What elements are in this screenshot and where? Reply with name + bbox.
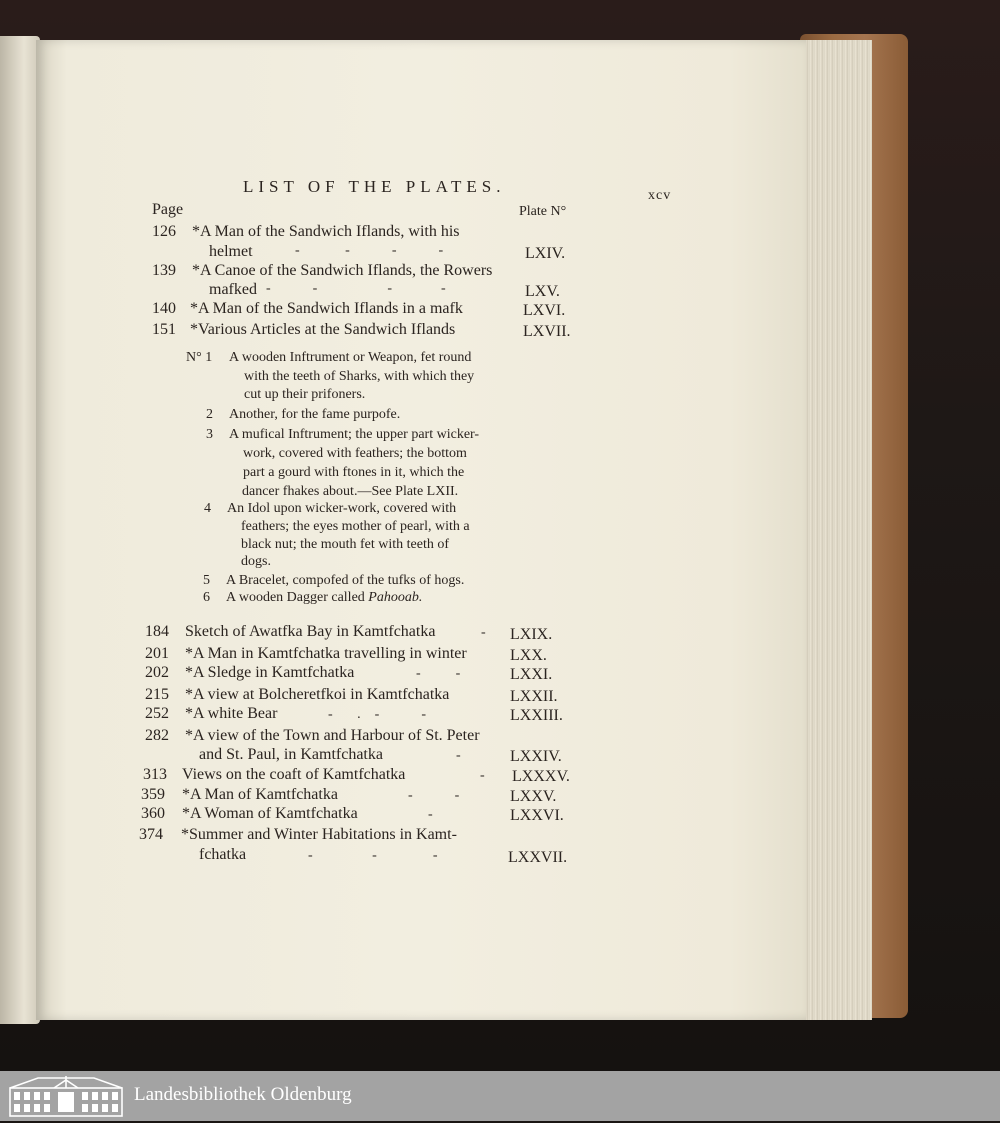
sub-item-text-continued: dancer fhakes about.—See Plate LXII. [242,484,459,499]
footer-bar [0,1071,1000,1121]
library-building-logo-icon [8,1074,124,1123]
dash-leader: - [428,807,433,822]
dash-leader: - [480,768,485,783]
sub-item-text-continued: with the teeth of Sharks, with which they [244,369,475,384]
entry-plate-number: LXXVI. [510,807,564,824]
column-header-plate: Plate N° [519,204,567,219]
sub-item-number: 4 [204,501,211,516]
entry-plate-number: LXXV. [510,788,557,805]
entry-page-number: 151 [152,321,176,338]
sub-item-text-continued: part a gourd with ftones in it, which the [243,465,465,480]
entry-title: *A Woman of Kamtfchatka [182,805,358,822]
entry-title: *A Canoe of the Sandwich Iflands, the Rowers [192,262,493,279]
entry-plate-number: LXXVII. [508,849,568,866]
entry-title: *A Man in Kamtfchatka travelling in winter [185,645,467,662]
footer-label: Landesbibliothek Oldenburg [134,1084,352,1105]
entry-page-number: 360 [141,805,165,822]
entry-plate-number: LXXIV. [510,748,562,765]
sub-item-text-continued: cut up their prifoners. [244,387,366,402]
entry-page-number: 252 [145,705,169,722]
entry-plate-number: LXIV. [525,245,566,262]
page-number: xcv [648,188,672,203]
sub-item-text: A Bracelet, compofed of the tufks of hogs. [226,573,465,588]
entry-title-continued: mafked [209,281,257,298]
page-heading: LIST OF THE PLATES. [243,177,506,196]
entry-plate-number: LXX. [510,647,547,664]
sub-item-text: A wooden Inftrument or Weapon, fet round [229,350,472,365]
entry-plate-number: LXIX. [510,626,553,643]
sub-item-number: 6 [203,590,210,605]
entry-page-number: 184 [145,623,169,640]
column-header-page: Page [152,201,184,218]
entry-plate-number: LXXIII. [510,707,563,724]
entry-page-number: 201 [145,645,169,662]
entry-title: *A view of the Town and Harbour of St. Peter [185,727,480,744]
dash-leader: - - [416,666,461,681]
entry-title: *A Man of Kamtfchatka [182,786,338,803]
dash-leader: - - [408,788,460,803]
entry-page-number: 140 [152,300,176,317]
entry-plate-number: LXXII. [510,688,558,705]
sub-item-text: An Idol upon wicker-work, covered with [227,501,457,516]
entry-page-number: 126 [152,223,176,240]
sub-item-number: 5 [203,573,210,588]
entry-page-number: 313 [143,766,167,783]
entry-page-number: 139 [152,262,176,279]
sub-item-text-italic: Pahooab. [368,590,423,605]
entry-title-continued: and St. Paul, in Kamtfchatka [199,746,383,763]
sub-item-text-continued: work, covered with feathers; the bottom [243,446,467,461]
entry-title-continued: helmet [209,243,253,260]
sub-item-text: A mufical Inftrument; the upper part wicker- [229,427,480,442]
entry-page-number: 374 [139,826,163,843]
entry-plate-number: LXVI. [523,302,566,319]
entry-title: *A white Bear [185,705,278,722]
sub-item-text: Another, for the fame purpofe. [229,407,401,422]
entry-title: Views on the coaft of Kamtfchatka [182,766,406,783]
entry-title: Sketch of Awatfka Bay in Kamtfchatka [185,623,436,640]
entry-title: *A Man of the Sandwich Iflands, with his [192,223,460,240]
sub-item-text-continued: dogs. [241,554,271,569]
sub-item-text-continued: black nut; the mouth fet with teeth of [241,537,450,552]
entry-title: *A Man of the Sandwich Iflands in a mafk [190,300,463,317]
entry-page-number: 215 [145,686,169,703]
sub-item-text [226,590,422,606]
entry-title-continued: fchatka [199,846,247,863]
dash-leader: - - - - [266,281,446,296]
entry-title: *A Sledge in Kamtfchatka [185,664,355,681]
entry-plate-number: LXXI. [510,666,553,683]
entry-title: *A view at Bolcheretfkoi in Kamtfchatka [185,686,450,703]
entry-page-number: 202 [145,664,169,681]
sub-item-text-continued: feathers; the eyes mother of pearl, with a [241,519,470,534]
dash-leader: - [481,625,486,640]
dash-leader: - - - - [295,243,444,258]
sub-item-text-plain: A wooden Dagger called [226,590,369,605]
dash-leader: - . - - [328,707,426,722]
left-page-edge [0,36,40,1024]
entry-page-number: 282 [145,727,169,744]
sub-item-number: 2 [206,407,213,422]
entry-plate-number: LXV. [525,283,560,300]
dash-leader: - [456,748,461,763]
page-edges [804,40,872,1020]
entry-title: *Summer and Winter Habitations in Kamt- [181,826,457,843]
dash-leader: - - - [308,848,438,863]
sub-item-number: N° 1 [186,350,213,365]
entry-plate-number: LXVII. [523,323,571,340]
entry-page-number: 359 [141,786,165,803]
entry-plate-number: LXXXV. [512,768,570,785]
entry-title: *Various Articles at the Sandwich Iflands [190,321,456,338]
sub-item-number: 3 [206,427,213,442]
